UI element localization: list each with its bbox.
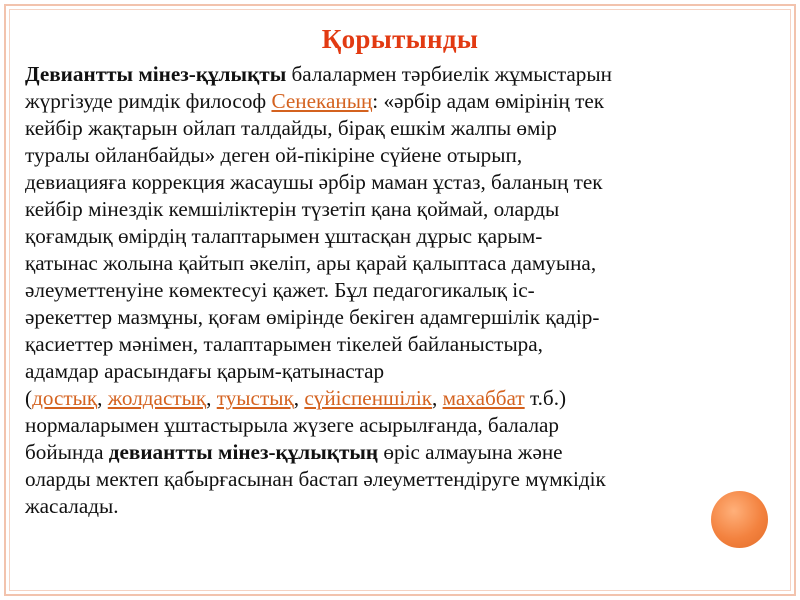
- text-line: [25, 88, 785, 115]
- text-line: нормаларымен ұштастырыла жүзеге асырылғанда, балалар: [25, 413, 560, 437]
- text-line: қасиеттер мәнімен, талаптарымен тікелей байланыстыра,: [25, 332, 543, 356]
- text-segment: балалармен тәрбиелік жұмыстарын: [286, 62, 612, 86]
- text-line: девиацияға коррекция жасаушы әрбір маман ұстаз, баланың тек: [25, 170, 603, 194]
- link-seneca[interactable]: Сенеканың: [271, 89, 373, 113]
- link-zholdastyk[interactable]: жолдастық: [107, 386, 207, 410]
- link-suyispenshilik[interactable]: сүйіспеншілік: [304, 386, 433, 410]
- text-segment: т.б.): [524, 386, 567, 410]
- text-segment: (: [25, 386, 33, 410]
- bold-term: девиантты мінез-құлықтың: [108, 440, 379, 464]
- text-line: [25, 61, 785, 88]
- link-dostyk[interactable]: достық: [32, 386, 98, 410]
- text-line: туралы ойланбайды» деген ой-пікіріне сүйене отырып,: [25, 143, 523, 167]
- text-segment: өріс алмауына және: [378, 440, 563, 464]
- text-line: оларды мектеп қабырғасынан бастап әлеуметтендіруге мүмкідік: [25, 467, 606, 491]
- text-line: [25, 439, 785, 466]
- text-line: кейбір жақтарын ойлап талдайды, бірақ ешкім жалпы өмір: [25, 116, 557, 140]
- text-segment: ,: [432, 386, 443, 410]
- link-mahabbat[interactable]: махаббат: [442, 386, 525, 410]
- text-line: қоғамдық өмірдің талаптарымен ұштасқан дұрыс қарым-: [25, 224, 543, 248]
- bold-term: Девиантты мінез-құлықты: [25, 62, 287, 86]
- text-segment: ,: [293, 386, 305, 410]
- text-segment: жүргізуде римдік философ: [25, 89, 272, 113]
- text-segment: : «әрбір адам өмірінің тек: [372, 89, 605, 113]
- text-line: [25, 385, 785, 412]
- text-line: адамдар арасындағы қарым-қатынастар: [25, 359, 385, 383]
- text-line: кейбір мінездік кемшіліктерін түзетіп қана қоймай, оларды: [25, 197, 560, 221]
- text-segment: ,: [97, 386, 108, 410]
- text-line: әрекеттер мазмұны, қоғам өмірінде бекіген адамгершілік қадір-: [25, 305, 600, 329]
- conclusion-paragraph: [25, 61, 785, 520]
- link-tuystyk[interactable]: туыстық: [216, 386, 294, 410]
- text-line: әлеуметтенуіне көмектесуі қажет. Бұл педагогикалық іс-: [25, 278, 535, 302]
- text-line: қатынас жолына қайтып әкеліп, ары қарай қалыптаса дамуына,: [25, 251, 597, 275]
- text-segment: ,: [206, 386, 217, 410]
- text-segment: бойында: [25, 440, 109, 464]
- text-line: жасалады.: [25, 494, 119, 518]
- slide-title: Қорытынды: [321, 24, 479, 54]
